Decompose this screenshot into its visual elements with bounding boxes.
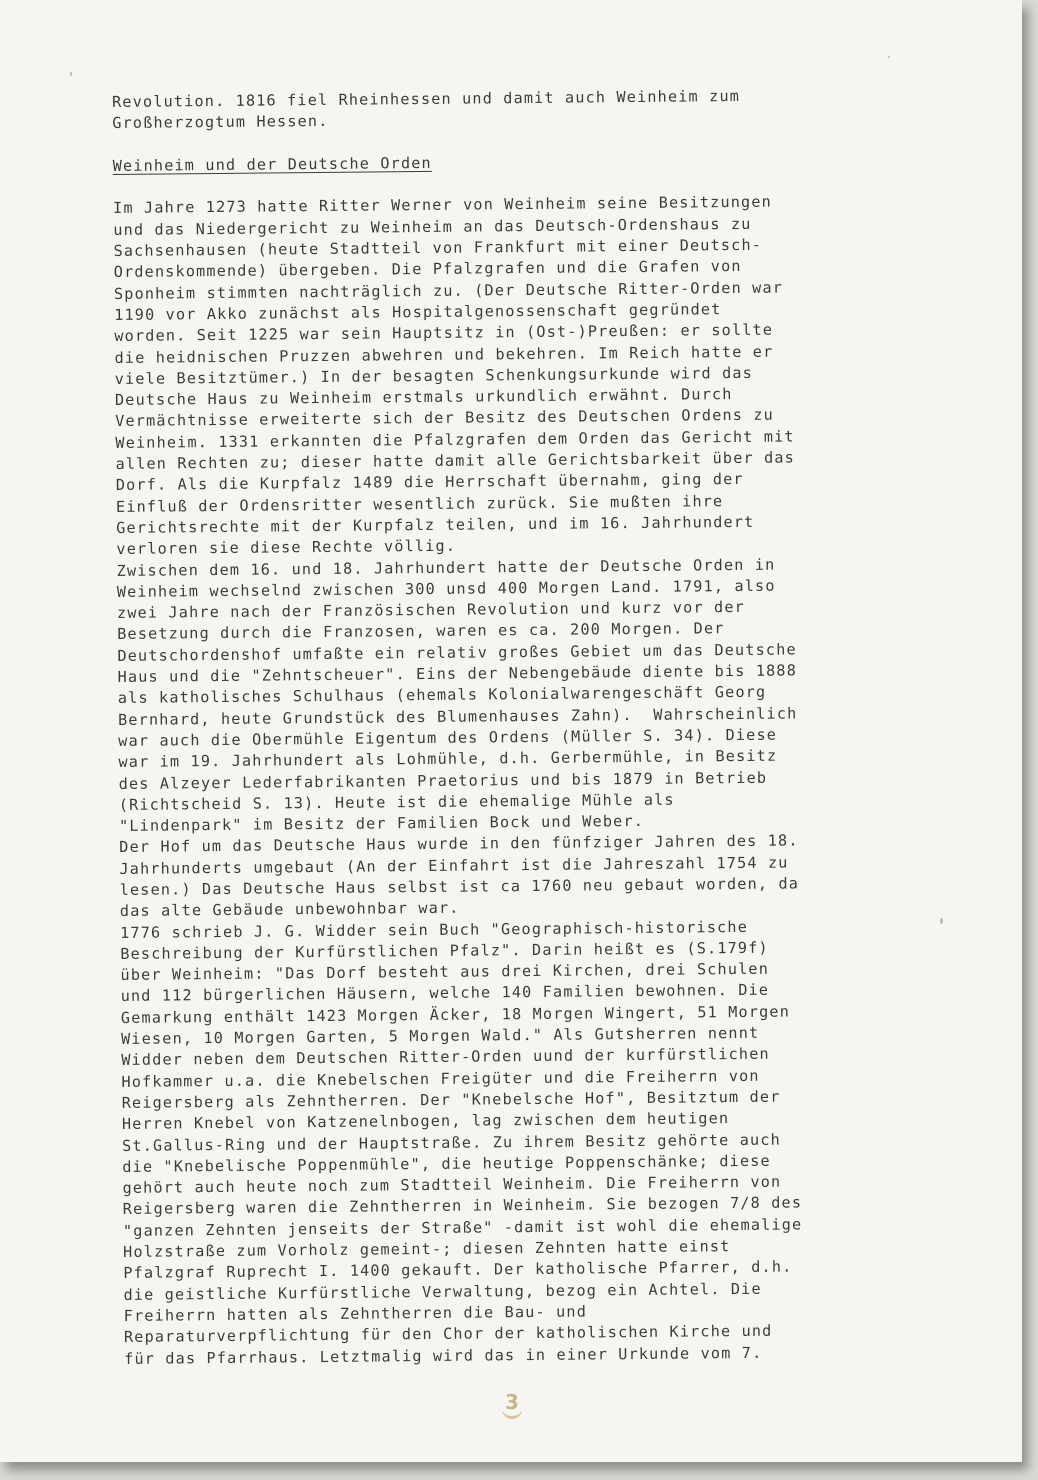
text-line: 1776 schrieb J. G. Widder sein Buch "Geographisch-historische: [119, 917, 749, 942]
text-line: Im Jahre 1273 hatte Ritter Werner von Weinheim seine Besitzungen: [113, 193, 772, 218]
text-line: über Weinheim: "Das Dorf besteht aus drei Kirchen, drei Schulen: [120, 959, 770, 985]
text-line: war auch die Obermühle Eigentum des Ordens (Müller S. 34). Diese: [118, 725, 778, 750]
text-line: und das Niedergericht zu Weinheim an das Deutsch-Ordenshaus zu: [113, 214, 752, 239]
text-line: Reigersberg waren die Zehntherren in Weinheim. Sie bezogen 7/8 des: [122, 1193, 803, 1219]
section-heading: Weinheim und der Deutsche Orden: [112, 153, 432, 175]
text-line: Hofkammer u.a. die Knebelschen Freigüter und die Freiherrn von: [121, 1066, 760, 1091]
text-line: Revolution. 1816 fiel Rheinhessen und damit auch Weinheim zum: [112, 86, 741, 111]
text-line: zwei Jahre nach der Französischen Revolution und kurz vor der: [116, 598, 745, 623]
text-line: die "Knebelische Poppenmühle", die heutige Poppenschänke; diese: [122, 1151, 771, 1176]
text-line: für das Pfarrhaus. Letztmalig wird das in einer Urkunde vom 7.: [124, 1343, 763, 1368]
text-line: Besetzung durch die Franzosen, waren es ca. 200 Morgen. Der: [117, 619, 725, 644]
text-line: Haus und die "Zehntscheuer". Eins der Nebengebäude diente bis 1888: [117, 661, 798, 686]
text-line: worden. Seit 1225 war sein Hauptsitz in (Ost-)Preußen: er sollte: [114, 320, 774, 346]
text-line: das alte Gebäude unbewohnbar war.: [119, 898, 460, 921]
body-text: [113, 190, 964, 1369]
text-line: Freiherrn hatten als Zehntherren die Bau- und: [123, 1302, 588, 1325]
text-line: Vermächtnisse erweiterte sich der Besitz des Deutschen Ordens zu: [115, 406, 775, 431]
paper-speck: [888, 56, 890, 58]
text-line: Reparaturverpflichtung für den Chor der katholischen Kirche und: [123, 1321, 773, 1347]
text-line: viele Besitztümer.) In der besagten Schenkungsurkunde wird das: [114, 363, 754, 388]
paper-speck: [70, 72, 72, 76]
text-line: Dorf. Als die Kurpfalz 1489 die Herrschaft übernahm, ging der: [115, 470, 744, 495]
text-line: St.Gallus-Ring und der Hauptstraße. Zu ihrem Besitz gehörte auch: [122, 1130, 781, 1155]
text-line: Widder neben dem Deutschen Ritter-Orden uund der kurfürstlichen: [121, 1045, 770, 1070]
text-line: Bernhard, heute Grundstück des Blumenhauses Zahn). Wahrscheinlich: [117, 704, 798, 729]
text-line: Weinheim wechselnd zwischen 300 unsd 400 Morgen Land. 1791, also: [116, 576, 776, 601]
text-line: Deutschordenshof umfaßte ein relativ großes Gebiet um das Deutsche: [117, 640, 797, 665]
text-line: war im 19. Jahrhundert als Lohmühle, d.h. Gerbermühle, in Besitz: [118, 746, 778, 772]
text-line: des Alzeyer Lederfabrikanten Praetorius und bis 1879 in Betrieb: [118, 768, 768, 793]
text-line: 1190 vor Akko zunächst als Hospitalgenossenschaft gegründet: [114, 300, 722, 324]
text-line: Wiesen, 10 Morgen Garten, 5 Morgen Wald." Als Gutsherren nennt: [121, 1023, 760, 1049]
page-number-text: 3: [505, 1390, 519, 1414]
text-line: Holzstraße zum Vorholz gemeint-; diesen Zehnten hatte einst: [123, 1237, 731, 1261]
text-line: Pfalzgraf Ruprecht I. 1400 gekauft. Der katholische Pfarrer, d.h.: [123, 1257, 793, 1283]
text-line: Herren Knebel von Katzenelnbogen, lag zwischen dem heutigen: [121, 1109, 730, 1134]
text-line: Beschreibung der Kurfürstlichen Pfalz". Darin heißt es (S.179f): [120, 938, 769, 963]
text-line: verloren sie diese Rechte völlig.: [116, 536, 457, 559]
text-line: Großherzogtum Hessen.: [112, 112, 329, 133]
text-line: Gemarkung enthält 1423 Morgen Äcker, 18 Morgen Wingert, 51 Morgen: [120, 1002, 791, 1027]
text-line: Deutsche Haus zu Weinheim erstmals urkundlich erwähnt. Durch: [114, 385, 733, 410]
text-line: die geistliche Kurfürstliche Verwaltung, bezog ein Achtel. Die: [123, 1279, 762, 1304]
text-line: Sponheim stimmten nachträglich zu. (Der Deutsche Ritter-Orden war: [113, 278, 784, 303]
text-line: Einfluß der Ordensritter wesentlich zurück. Sie mußten ihre: [115, 491, 724, 516]
text-line: Zwischen dem 16. und 18. Jahrhundert hatte der Deutsche Orden in: [116, 555, 776, 580]
text-line: Der Hof um das Deutsche Haus wurde in den fünfziger Jahren des 18.: [119, 831, 799, 857]
text-line: Sachsenhausen (heute Stadtteil von Frankfurt mit einer Deutsch-: [113, 235, 763, 261]
text-line: Reigersberg als Zehntherren. Der "Knebelsche Hof", Besitztum der: [121, 1087, 781, 1112]
text-line: gehört auch heute noch zum Stadtteil Weinheim. Die Freiherrn von: [122, 1172, 782, 1198]
text-line: allen Rechten zu; dieser hatte damit alle Gerichtsbarkeit über das: [115, 448, 796, 474]
text-line: "Lindenpark" im Besitz der Familien Bock und Weber.: [118, 812, 645, 836]
page-number: [496, 1388, 528, 1420]
text-line: Gerichtsrechte mit der Kurpfalz teilen, und im 16. Jahrhundert: [116, 512, 755, 537]
text-line: als katholisches Schulhaus (ehemals Kolonialwarengeschäft Georg: [117, 683, 767, 708]
text-line: Weinheim. 1331 erkannten die Pfalzgrafen dem Orden das Gericht mit: [115, 427, 795, 452]
text-line: Ordenskommende) übergeben. Die Pfalzgrafen und die Grafen von: [113, 257, 742, 282]
text-line: und 112 bürgerlichen Häusern, welche 140 Familien bewohnen. Die: [120, 981, 770, 1006]
text-line: die heidnischen Pruzzen abwehren und bekehren. Im Reich hatte er: [114, 342, 774, 367]
page-number-ornament: [502, 1406, 522, 1419]
text-line: (Richtscheid S. 13). Heute ist die ehemalige Mühle als: [118, 790, 675, 814]
typed-text-block: [112, 84, 964, 1370]
text-line: lesen.) Das Deutsche Haus selbst ist ca 1760 neu gebaut worden, da: [119, 874, 800, 899]
text-line: Jahrhunderts umgebaut (An der Einfahrt ist die Jahreszahl 1754 zu: [119, 853, 789, 878]
text-line: "ganzen Zehnten jenseits der Straße" -damit ist wohl die ehemalige: [122, 1215, 803, 1240]
